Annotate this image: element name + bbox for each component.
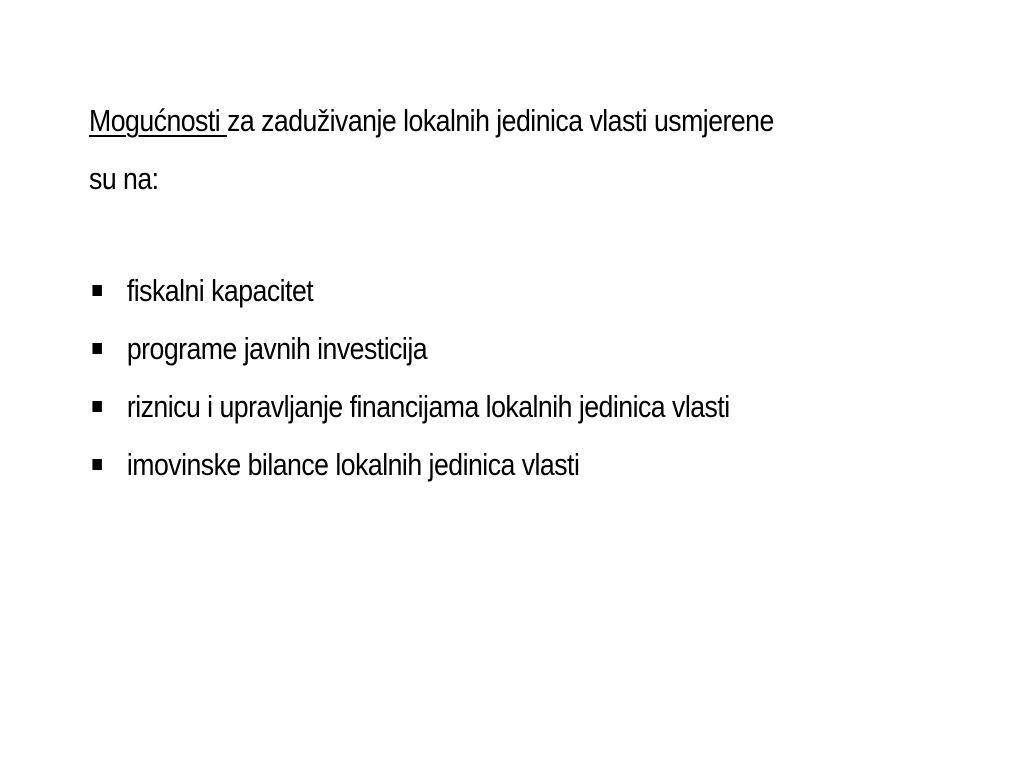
bullet-text: riznicu i upravljanje financijama lokalnih jedinica vlasti [126, 389, 730, 424]
bullet-item [89, 378, 863, 436]
bullet-item [89, 320, 863, 378]
bullet-item [89, 436, 863, 494]
square-bullet-icon [92, 401, 101, 412]
intro-text-line1: za zaduživanje lokalnih jedinica vlasti usmjerene [227, 103, 774, 138]
bullet-list [89, 262, 863, 494]
square-bullet-icon [92, 459, 101, 470]
square-bullet-icon [92, 285, 101, 296]
square-bullet-icon [92, 343, 101, 354]
bullet-text: fiskalni kapacitet [126, 273, 314, 308]
bullet-text: programe javnih investicija [126, 331, 428, 366]
intro-paragraph [89, 92, 863, 208]
bullet-item [89, 262, 863, 320]
intro-underlined-word: Mogućnosti [89, 103, 228, 138]
bullet-text: imovinske bilance lokalnih jedinica vlasti [126, 447, 580, 482]
intro-text-line2: su na: [89, 161, 159, 196]
